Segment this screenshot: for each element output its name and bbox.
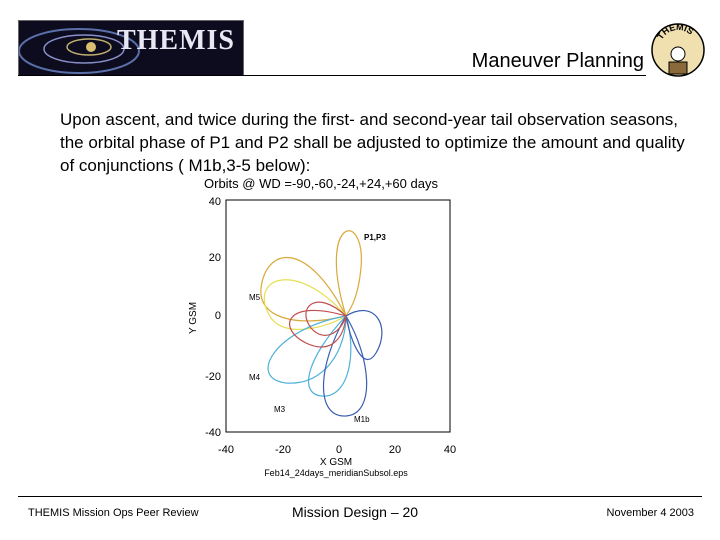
figure-title: Orbits @ WD =-90,-60,-24,+24,+60 days: [204, 178, 438, 191]
xtick-label: 0: [335, 444, 343, 456]
ytick-label: -20: [205, 371, 221, 383]
xtick-label: 20: [388, 444, 402, 456]
y-axis-label: Y GSM: [188, 301, 199, 335]
figure-caption: Feb14_24days_meridianSubsol.eps: [264, 468, 408, 478]
orbits-figure: [186, 178, 466, 480]
xtick-label: -20: [275, 444, 291, 456]
xtick-label: 40: [443, 444, 457, 456]
orbit-curves: [261, 231, 382, 416]
ytick-label: 0: [214, 310, 221, 322]
footer-date: November 4 2003: [606, 507, 694, 519]
footer-divider: [18, 496, 702, 497]
mascot-text: THEMIS: [654, 22, 696, 42]
xtick-label: -40: [218, 444, 234, 456]
themis-logo: [18, 20, 244, 76]
orbit-label: M4: [249, 373, 261, 382]
x-axis-label: X GSM: [319, 457, 353, 468]
themis-mascot-icon: [650, 22, 706, 78]
orbit-label: M1b: [354, 415, 370, 424]
header-divider: [18, 75, 646, 76]
orbit-label: P1,P3: [364, 233, 386, 242]
slide-title: Maneuver Planning: [471, 50, 644, 72]
orbit-curve: [264, 280, 346, 330]
footer-left-text: THEMIS Mission Ops Peer Review: [28, 507, 199, 519]
orbit-curve: [336, 231, 361, 316]
ytick-label: 40: [208, 196, 221, 208]
orbit-label: M3: [274, 405, 286, 414]
orbit-label: M5: [249, 293, 261, 302]
orbit-curve: [290, 310, 346, 347]
plot-frame: [226, 200, 450, 432]
footer-center-text: Mission Design – 20: [292, 504, 419, 520]
ytick-label: 20: [208, 252, 221, 264]
logo-text: THEMIS: [116, 25, 235, 56]
ytick-label: -40: [205, 427, 221, 439]
body-paragraph: Upon ascent, and twice during the first- and second-year tail observation seasons, the orbital phase of P1 and P2 shall be adjusted to optimize the amount and quality of conjunctions ( M1b,3-5 below):: [60, 110, 685, 175]
